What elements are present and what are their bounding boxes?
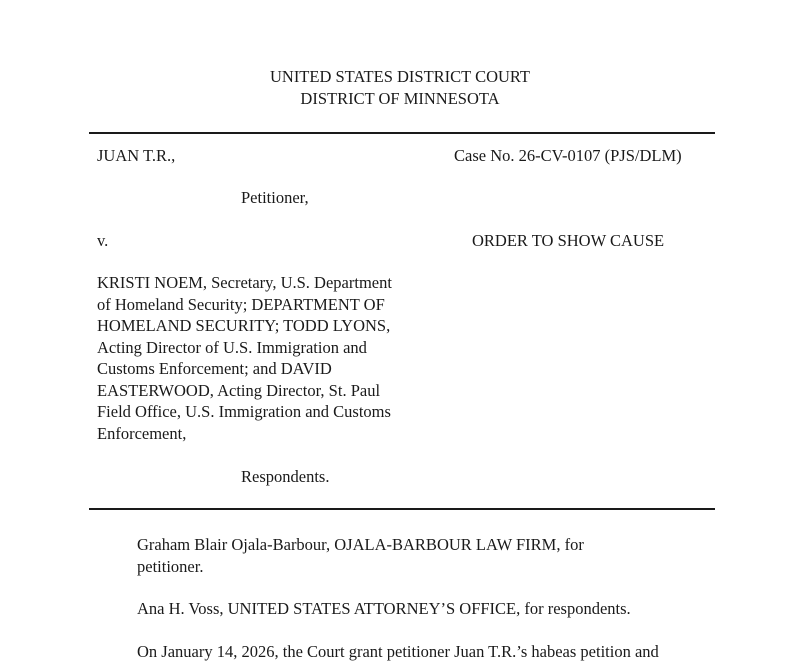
respondents-block [97, 272, 427, 444]
respondents-line: KRISTI NOEM, Secretary, U.S. Department [97, 273, 392, 292]
counsel-petitioner-line: petitioner. [137, 557, 204, 576]
case-number: Case No. 26-CV-0107 (PJS/DLM) [454, 146, 682, 165]
order-paragraph-start: On January 14, 2026, the Court grant petitioner Juan T.R.’s habeas petition and [137, 642, 659, 661]
court-district: DISTRICT OF MINNESOTA [300, 89, 500, 108]
court-name: UNITED STATES DISTRICT COURT [269, 67, 530, 86]
versus-label: v. [97, 231, 109, 250]
caption-bottom-rule [89, 508, 715, 510]
document-title: ORDER TO SHOW CAUSE [472, 231, 665, 250]
respondents-line: HOMELAND SECURITY; TODD LYONS, [97, 316, 391, 335]
counsel-respondents: Ana H. Voss, UNITED STATES ATTORNEY’S OFFICE, for respondents. [137, 599, 631, 618]
respondents-line: of Homeland Security; DEPARTMENT OF [97, 294, 385, 314]
respondents-line: Enforcement, [97, 423, 187, 443]
respondents-line: Customs Enforcement; and DAVID [97, 359, 332, 378]
respondents-line: EASTERWOOD, Acting Director, St. Paul [97, 380, 381, 400]
respondents-line: Acting Director of U.S. Immigration and [97, 337, 367, 357]
caption-top-rule [89, 132, 715, 134]
respondents-label: Respondents. [241, 467, 330, 486]
counsel-petitioner-line: Graham Blair Ojala-Barbour, OJALA-BARBOUR LAW FIRM, for [137, 535, 584, 554]
petitioner-label: Petitioner, [241, 188, 309, 207]
respondents-line: Field Office, U.S. Immigration and Customs [97, 402, 391, 421]
petitioner-name: JUAN T.R., [97, 146, 176, 165]
